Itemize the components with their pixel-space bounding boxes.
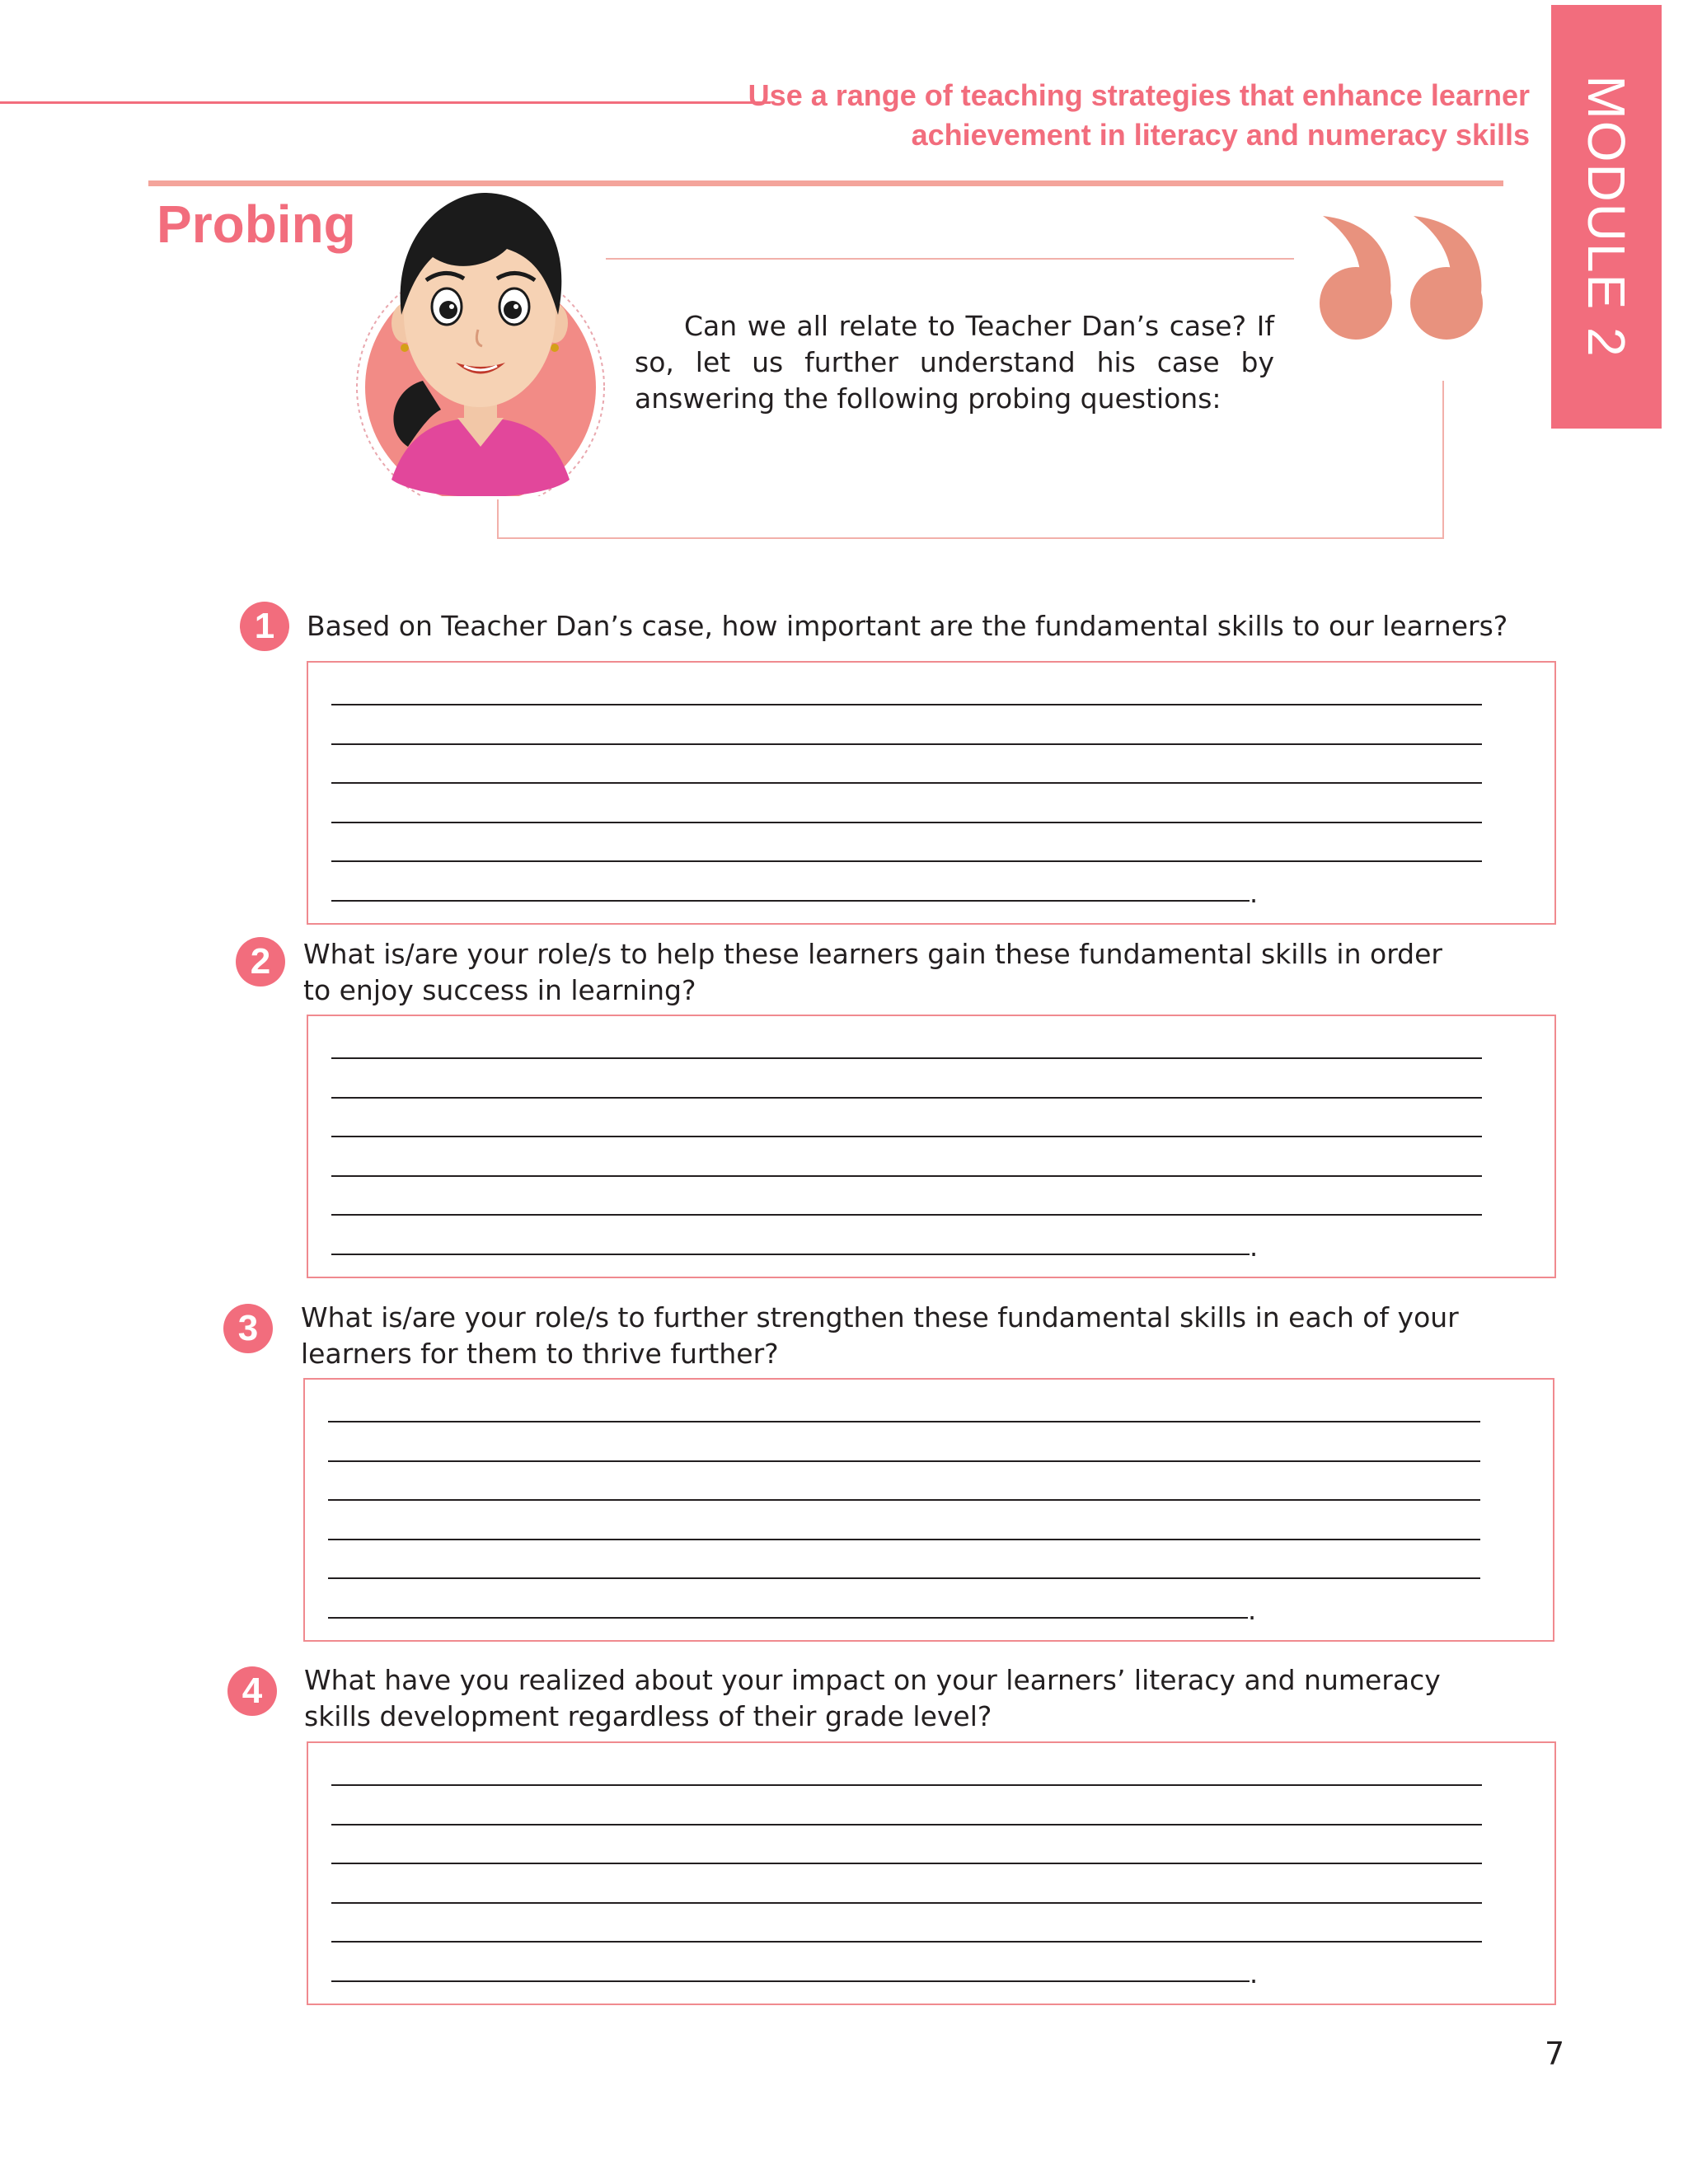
header-title-line2: achievement in literacy and numeracy skills [911, 118, 1530, 152]
answer-end-mark: . [1250, 1231, 1259, 1263]
answer-end-mark: . [1248, 1595, 1257, 1626]
question-4-number: 4 [227, 1666, 277, 1716]
speech-frame-right [1442, 381, 1444, 539]
teacher-avatar-icon [334, 183, 614, 496]
module-tab [1551, 5, 1662, 429]
answer-line [331, 1214, 1482, 1216]
answer-line [331, 1941, 1482, 1943]
speech-frame-left [497, 499, 499, 539]
answer-box-3[interactable] [303, 1378, 1554, 1642]
quote-mark-icon [1306, 206, 1488, 346]
answer-line [331, 1057, 1482, 1059]
module-label: MODULE 2 [1577, 75, 1636, 359]
question-1-number: 1 [240, 602, 289, 651]
answer-line [328, 1460, 1480, 1462]
answer-line [328, 1577, 1480, 1579]
answer-line [331, 743, 1482, 745]
answer-line [331, 1254, 1250, 1255]
answer-line [331, 1175, 1482, 1177]
answer-line [331, 1980, 1250, 1982]
question-4-text: What have you realized about your impact on your learners’ literacy and numeracy skills development regardless of their grade level? [304, 1664, 1441, 1732]
speech-frame-top [606, 258, 1294, 260]
answer-end-mark: . [1250, 878, 1259, 909]
answer-line [331, 1863, 1482, 1864]
answer-line [331, 1902, 1482, 1904]
answer-line [331, 1097, 1482, 1099]
answer-line [328, 1421, 1480, 1422]
question-2-text: What is/are your role/s to help these learners gain these fundamental skills in order to enjoy success in learning? [303, 938, 1443, 1006]
answer-line [331, 1136, 1482, 1137]
answer-line [331, 900, 1250, 902]
answer-line [331, 822, 1482, 823]
header-rule [0, 101, 771, 104]
answer-line [331, 1784, 1482, 1786]
answer-line [328, 1539, 1480, 1540]
answer-line [331, 1824, 1482, 1825]
answer-line [331, 860, 1482, 862]
page-number: 7 [1545, 2036, 1565, 2072]
answer-box-2[interactable] [307, 1015, 1556, 1278]
section-title: Probing [157, 194, 356, 254]
answer-line [331, 782, 1482, 784]
intro-paragraph: Can we all relate to Teacher Dan’s case? If so, let us further understand his case by answering the following probing questions: [635, 310, 1274, 415]
header-title-line1: Use a range of teaching strategies that enhance learner [748, 78, 1530, 112]
question-2-number: 2 [236, 937, 285, 987]
answer-box-1[interactable] [307, 661, 1556, 925]
answer-line [328, 1617, 1248, 1619]
question-3-text: What is/are your role/s to further strengthen these fundamental skills in each of your learners for them to thrive further? [301, 1301, 1459, 1370]
header-title [706, 76, 1530, 155]
speech-frame-bottom [497, 537, 1444, 539]
answer-line [331, 704, 1482, 705]
question-3-number: 3 [223, 1304, 273, 1353]
answer-end-mark: . [1250, 1958, 1259, 1990]
answer-box-4[interactable] [307, 1741, 1556, 2005]
answer-line [328, 1499, 1480, 1501]
question-1-text: Based on Teacher Dan’s case, how important are the fundamental skills to our learners? [307, 610, 1508, 642]
